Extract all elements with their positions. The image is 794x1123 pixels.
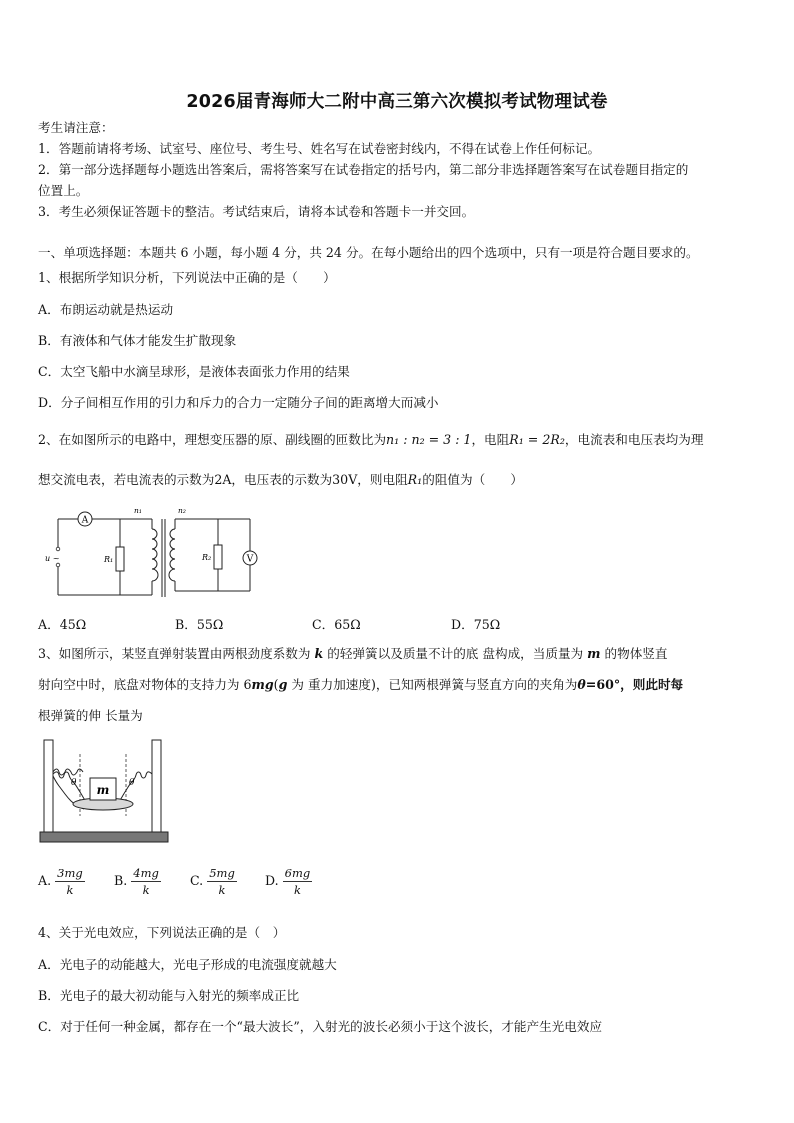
q3-text-1b: 的轻弹簧以及质量不计的底 盘构成，当质量为 [327, 646, 584, 661]
q3-g: g [278, 677, 288, 692]
q1-option-d: D．分子间相互作用的引力和斥力的合力一定随分子间的距离增大而减小 [38, 395, 439, 410]
q3-option-c-fraction [207, 866, 237, 897]
q3-text-1a: 3、如图所示，某竖直弹射装置由两根劲度系数为 [38, 646, 311, 661]
q3-option-c-label: C. [190, 873, 204, 888]
q3-option-c-num: 5mg [209, 866, 235, 880]
q3-mass-label: m [96, 783, 110, 797]
r1-label: R₁ [104, 555, 114, 564]
q2-stem-line1 [38, 432, 703, 448]
q2-stem-c: ，电流表和电压表均为理 [564, 432, 704, 447]
q3-option-b-den: k [142, 883, 150, 897]
q2-turns-ratio: n₁ : n₂ = 3 : 1 [386, 432, 472, 447]
q3-k: k [314, 646, 324, 661]
q3-option-d-den: k [293, 883, 301, 897]
q3-text-1c: 的物体竖直 [604, 646, 668, 661]
notice-item-1: 1．答题前请将考场、试室号、座位号、考生号、姓名写在试卷密封线内，不得在试卷上作任何标记。 [38, 141, 601, 156]
q3-m: m [587, 646, 601, 661]
q2-resistance-relation: R₁ = 2R₂ [509, 432, 565, 447]
q3-option-c [190, 866, 237, 897]
q3-spring-figure [38, 738, 173, 848]
q3-angle-right: θ [129, 778, 135, 788]
q3-option-a-den: k [66, 883, 74, 897]
q2-stem-a: 2、在如图所示的电路中，理想变压器的原、副线圈的匝数比为 [38, 432, 387, 447]
q3-theta: θ [577, 677, 586, 692]
q3-option-b-fraction [131, 866, 161, 897]
q3-option-b-num: 4mg [133, 866, 159, 880]
n1-label: n₁ [134, 506, 142, 515]
q3-option-d-label: D. [265, 873, 279, 888]
q3-option-b-label: B. [114, 873, 128, 888]
q3-option-b [114, 866, 161, 897]
terminal-bottom-icon [56, 563, 60, 567]
q3-text-2a: 射向空中时，底盘对物体的支持力为 6 [38, 677, 252, 692]
q2-option-a: A．45Ω [38, 617, 87, 632]
q3-option-d-fraction [283, 866, 313, 897]
q2-stem2-b: 的阻值为（ ） [422, 472, 523, 487]
ammeter-label: A [81, 515, 89, 526]
q3-angle-left: θ [71, 778, 77, 788]
q3-line1 [38, 646, 667, 662]
q3-line2 [38, 677, 683, 693]
q3-option-d [265, 866, 312, 897]
notice-item-2: 2．第一部分选择题每小题选出答案后，需将答案写在试卷指定的括号内，第二部分非选择题答案写在试卷题目指定的 [38, 162, 689, 177]
q3-mg: mg [251, 677, 274, 692]
q3-option-a-fraction [55, 866, 85, 897]
q3-option-a [38, 866, 85, 897]
section-heading: 一、单项选择题：本题共 6 小题，每小题 4 分，共 24 分。在每小题给出的四个选项中，只有一项是符合题目要求的。 [38, 245, 699, 260]
q1-option-b: B．有液体和气体才能发生扩散现象 [38, 333, 237, 348]
source-label: u ~ [45, 554, 60, 563]
q2-stem2-a: 想交流电表，若电流表的示数为2A，电压表的示数为30V，则电阻 [38, 472, 408, 487]
notice-item-2-cont: 位置上。 [38, 183, 89, 198]
terminal-top-icon [56, 547, 60, 551]
q3-line3: 根弹簧的伸 长量为 [38, 708, 143, 723]
q3-text-2c: 为 重力加速度)，已知两根弹簧与竖直方向的夹角为 [287, 677, 578, 692]
q4-option-c: C．对于任何一种金属，都存在一个“最大波长”，入射光的波长必须小于这个波长，才能产生光电效应 [38, 1019, 603, 1034]
q3-option-a-label: A. [38, 873, 52, 888]
notice-item-3: 3．考生必须保证答题卡的整洁。考试结束后，请将本试卷和答题卡一并交回。 [38, 204, 475, 219]
q2-option-b: B．55Ω [175, 617, 224, 632]
q1-stem: 1、根据所学知识分析，下列说法中正确的是（ ） [38, 270, 336, 285]
exam-title: 2026届青海师大二附中高三第六次模拟考试物理试卷 [186, 92, 608, 112]
q1-option-a: A．布朗运动就是热运动 [38, 302, 174, 317]
q3-option-d-num: 6mg [284, 866, 311, 880]
q2-circuit-figure [40, 505, 270, 605]
q2-option-d: D．75Ω [451, 617, 501, 632]
q2-r1: R₁ [407, 472, 423, 487]
q3-text-2d: =60°，则此时每 [585, 677, 684, 692]
q4-option-a: A．光电子的动能越大，光电子形成的电流强度就越大 [38, 957, 337, 972]
q3-text-2b: ( [273, 677, 279, 692]
q2-option-c: C．65Ω [312, 617, 361, 632]
r2-label: R₂ [202, 553, 212, 562]
q4-option-b: B．光电子的最大初动能与入射光的频率成正比 [38, 988, 300, 1003]
q4-stem: 4、关于光电效应，下列说法正确的是（ ） [38, 925, 286, 940]
q2-stem-line2 [38, 472, 523, 488]
voltmeter-label: V [246, 554, 254, 565]
n2-label: n₂ [178, 506, 186, 515]
q2-stem-b: ，电阻 [471, 432, 510, 447]
notice-heading: 考生请注意： [38, 120, 114, 135]
q3-option-c-den: k [218, 883, 226, 897]
q3-option-a-num: 3mg [57, 866, 83, 880]
q1-option-c: C．太空飞船中水滴呈球形，是液体表面张力作用的结果 [38, 364, 350, 379]
